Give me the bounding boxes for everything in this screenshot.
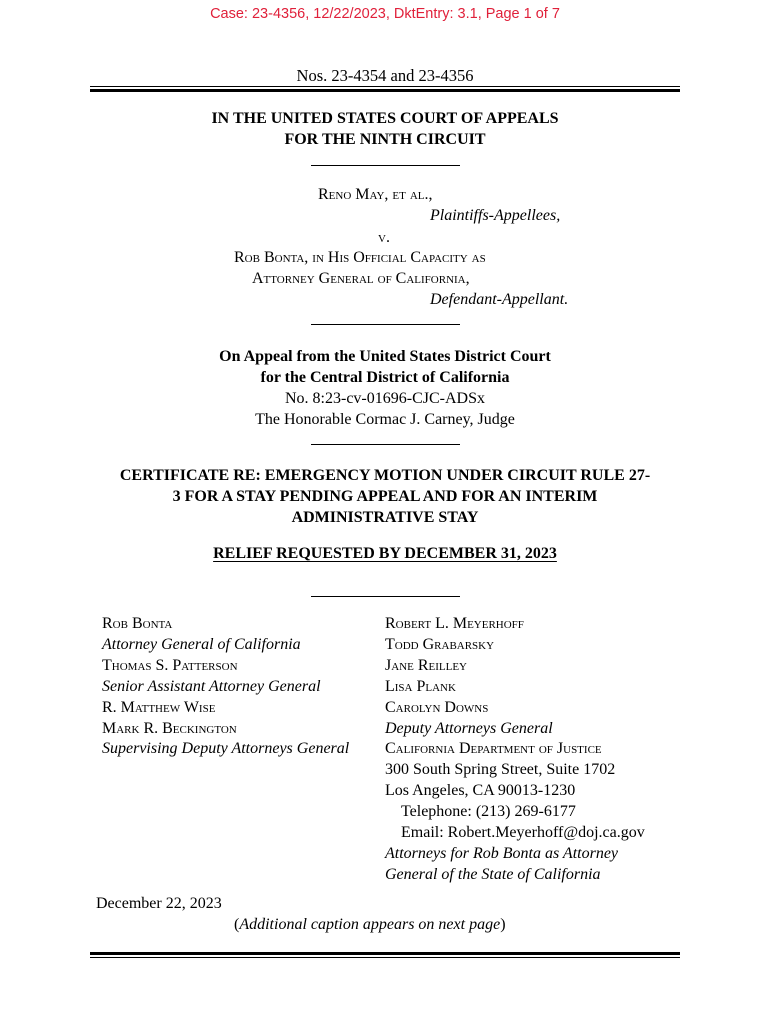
short-divider bbox=[311, 324, 460, 325]
document-title-line3: ADMINISTRATIVE STAY bbox=[291, 509, 479, 526]
defendant-role: Defendant-Appellant. bbox=[430, 291, 569, 308]
short-divider bbox=[311, 596, 460, 597]
counsel-line: Attorney General of California bbox=[102, 635, 301, 653]
counsel-right-column bbox=[385, 614, 645, 886]
counsel-line: Lisa Plank bbox=[385, 677, 456, 695]
counsel-line: Email: Robert.Meyerhoff@doj.ca.gov bbox=[401, 824, 645, 842]
counsel-line: Telephone: (213) 269-6177 bbox=[401, 803, 576, 821]
document-title-line2: 3 FOR A STAY PENDING APPEAL AND FOR AN INTERIM bbox=[172, 488, 598, 505]
counsel-line: R. Matthew Wise bbox=[102, 698, 216, 716]
appeal-line2: for the Central District of California bbox=[260, 369, 510, 386]
court-name-line2: FOR THE NINTH CIRCUIT bbox=[284, 131, 486, 148]
top-divider bbox=[90, 86, 680, 92]
counsel-line: Carolyn Downs bbox=[385, 698, 489, 716]
docket-header: Case: 23-4356, 12/22/2023, DktEntry: 3.1, Page 1 of 7 bbox=[210, 6, 560, 22]
counsel-line: Todd Grabarsky bbox=[385, 635, 495, 653]
counsel-line: California Department of Justice bbox=[385, 740, 602, 758]
filing-date: December 22, 2023 bbox=[96, 895, 222, 912]
court-name-line1: IN THE UNITED STATES COURT OF APPEALS bbox=[211, 110, 559, 127]
defendant-name-line1: Rob Bonta, in His Official Capacity as bbox=[234, 249, 486, 266]
counsel-line: Los Angeles, CA 90013-1230 bbox=[385, 782, 576, 800]
versus-label: v. bbox=[378, 229, 390, 246]
counsel-line: Attorneys for Rob Bonta as Attorney bbox=[385, 844, 619, 862]
defendant-name-line2: Attorney General of California, bbox=[252, 270, 470, 287]
counsel-line: Robert L. Meyerhoff bbox=[385, 615, 524, 632]
counsel-line: Senior Assistant Attorney General bbox=[102, 677, 321, 695]
short-divider bbox=[311, 444, 460, 445]
additional-caption-note: (Additional caption appears on next page) bbox=[234, 916, 506, 933]
relief-requested: RELIEF REQUESTED BY DECEMBER 31, 2023 bbox=[213, 545, 557, 562]
counsel-line: Thomas S. Patterson bbox=[102, 656, 238, 674]
counsel-line: General of the State of California bbox=[385, 865, 601, 883]
plaintiff-role: Plaintiffs-Appellees, bbox=[430, 207, 561, 224]
counsel-line: Supervising Deputy Attorneys General bbox=[102, 740, 350, 758]
counsel-line: Rob Bonta bbox=[102, 615, 173, 632]
judge-name: The Honorable Cormac J. Carney, Judge bbox=[255, 411, 515, 428]
counsel-line: Jane Reilley bbox=[385, 656, 467, 674]
counsel-line: Deputy Attorneys General bbox=[385, 719, 553, 737]
counsel-left-column bbox=[102, 614, 349, 760]
document-title-line1: CERTIFICATE RE: EMERGENCY MOTION UNDER CIRCUIT RULE 27- bbox=[119, 467, 651, 484]
case-numbers: Nos. 23-4354 and 23-4356 bbox=[296, 66, 474, 85]
bottom-divider bbox=[90, 952, 680, 958]
short-divider bbox=[311, 165, 460, 166]
appeal-line1: On Appeal from the United States District Court bbox=[219, 348, 551, 365]
plaintiff-name: Reno May, et al., bbox=[318, 186, 433, 203]
counsel-line: 300 South Spring Street, Suite 1702 bbox=[385, 761, 616, 779]
counsel-line: Mark R. Beckington bbox=[102, 719, 237, 737]
district-case-number: No. 8:23-cv-01696-CJC-ADSx bbox=[285, 390, 485, 407]
